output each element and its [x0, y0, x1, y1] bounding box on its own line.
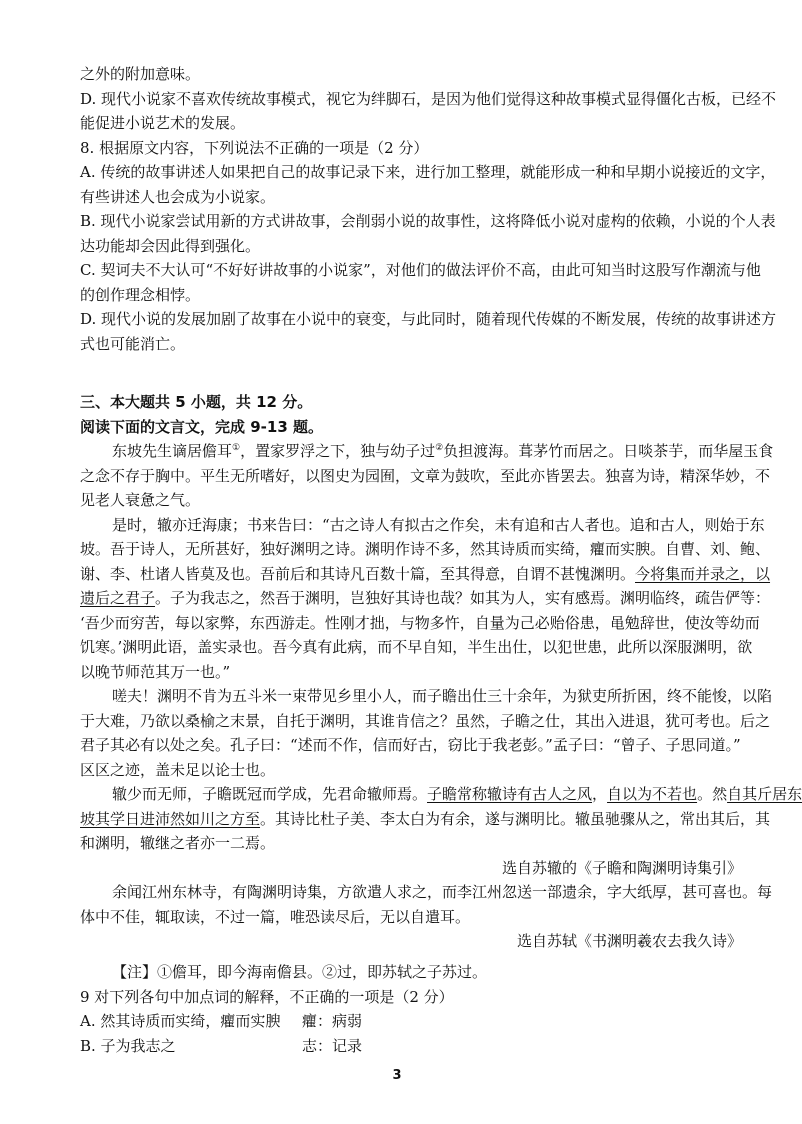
text-line: 能促进小说艺术的发展。: [80, 114, 246, 132]
passage-line: 遗后之君子。子为我志之，然吾于渊明，岂独好其诗也哉？如其为人，实有感焉。渊明临终，疏告俨等：: [80, 589, 771, 607]
question-8-stem: 8. 根据原文内容，下列说法不正确的一项是（2 分）: [80, 138, 429, 157]
passage-line: 和渊明，辙继之者亦一二焉。: [80, 834, 276, 852]
text-line: 之外的附加意味。: [80, 65, 201, 83]
question-9-section: [80, 960, 748, 1058]
option-a-row: A. 然其诗质而实绮，癯而实腴 癯：病弱: [80, 1012, 363, 1030]
passage-line: ‘吾少而穷苦，每以家弊，东西游走。性刚才拙，与物多忤，自量为己必贻俗患，黾勉辞世，使汝等幼而: [80, 613, 760, 632]
underlined-sentence: 自其斤居东: [727, 785, 802, 803]
text-line: 的创作理念相悖。: [80, 285, 201, 304]
reading-questions-section: [80, 62, 777, 356]
option-b-row: B. 子为我志之 志：记录: [80, 1036, 363, 1055]
passage-line: 君子其必有以处之矣。孔子曰：“述而不作，信而好古，窃比于我老彭。”孟子曰：“曾子、子思同道。”: [80, 736, 741, 754]
source-citation: 选自苏辙的《子瞻和陶渊明诗集引》: [501, 858, 742, 877]
passage-line: 于大难，乃欲以桑榆之末景，自托于渊明，其谁肯信之？虽然，子瞻之仕，其出入进退，犹可考也。后之: [80, 711, 771, 730]
option-b-line: B. 现代小说家尝试用新的方式讲故事，会削弱小说的故事性，这将降低小说对虚构的依赖，小说的个人表: [80, 212, 776, 230]
section-3-heading: 三、本大题共 5 小题，共 12 分。: [80, 393, 313, 411]
passage-line: 辙少而无师，子瞻既冠而学成，先君命辙师焉。子瞻常称辙诗有古人之风，自以为不若也。然自其斤居东: [112, 785, 802, 803]
note-marker-1: ①: [232, 443, 241, 453]
passage-line: 坡。吾于诗人，无所甚好，独好渊明之诗。渊明作诗不多，然其诗质而实绮，癯而实腴。自曹、刘、鲍、: [80, 540, 771, 558]
text-line: 有些讲述人也会成为小说家。: [80, 187, 276, 206]
passage-line: 嗟夫！渊明不肯为五斗米一束带见乡里小人，而子瞻出仕三十余年，为狱吏所折困，终不能悛，以陷: [112, 687, 773, 705]
question-9-stem: 9 对下列各句中加点词的解释，不正确的一项是（2 分）: [80, 987, 454, 1006]
underlined-sentence: 子瞻常称辙诗有古人之风: [427, 785, 593, 803]
passage-line: 是时，辙亦迁海康；书来告曰：“古之诗人有拟古之作矣，未有追和古人者也。追和古人，则始于东: [112, 515, 765, 534]
passage-line: 饥寒。’渊明此语，盖实录也。吾今真有此病，而不早自知，半生出仕，以犯世患，此所以深服渊明，欲: [80, 638, 753, 656]
option-c-line: C. 契诃夫不大认可“不好好讲故事的小说家”，对他们的做法评价不高，由此可知当时这股写作潮流与他: [80, 261, 761, 279]
text-line: 式也可能消亡。: [80, 334, 186, 353]
source-citation: 选自苏轼《书渊明羲农去我久诗》: [516, 932, 742, 950]
passage-line: 之念不存于胸中。平生无所嗜好，以图史为园囿，文章为鼓吹，至此亦皆罢去。独喜为诗，精深华妙，不: [80, 466, 771, 485]
section-3-header: [80, 390, 748, 439]
annotation-notes: 【注】①儋耳，即今海南儋县。②过，即苏轼之子苏过。: [112, 963, 488, 981]
passage-line: 余闻江州东林寺，有陶渊明诗集，方欲遣人求之，而李江州忽送一部遗余，字大纸厚，甚可喜也。每: [112, 883, 773, 901]
text-line: D. 现代小说家不喜欢传统故事模式，视它为绊脚石，是因为他们觉得这种故事模式显得僵化古板，已经不: [80, 89, 777, 108]
note-marker-2: ②: [435, 443, 444, 453]
underlined-sentence: 今将集而并录之，以: [635, 564, 771, 583]
classical-passage: [80, 439, 802, 954]
text-line: 达功能却会因此得到强化。: [80, 236, 261, 255]
passage-line: 区区之迹，盖未足以论士也。: [80, 760, 276, 779]
underlined-sentence: 自以为不若也: [607, 785, 698, 803]
passage-line: 以晚节师范其万一也。”: [80, 662, 231, 681]
page-number: 3: [392, 1068, 402, 1083]
passage-line: 体中不佳，辄取读，不过一篇，唯恐读尽后，无以自遣耳。: [80, 907, 471, 926]
option-d-line: D. 现代小说的发展加剧了故事在小说中的衰变，与此同时，随着现代传媒的不断发展，传统的故事讲述方: [80, 310, 777, 328]
underlined-sentence: 遗后之君子: [80, 589, 156, 607]
passage-line: 见老人衰惫之气。: [80, 491, 201, 509]
section-3-instruction: 阅读下面的文言文，完成 9-13 题。: [80, 417, 323, 436]
option-a-line: A. 传统的故事讲述人如果把自己的故事记录下来，进行加工整理，就能形成一种和早期小说接近的文字，: [80, 163, 776, 181]
underlined-sentence: 坡其学日进沛然如川之方至: [80, 809, 261, 828]
passage-line: 坡其学日进沛然如川之方至。其诗比杜子美、李太白为有余，遂与渊明比。辙虽驰骤从之，常出其后，其: [80, 809, 771, 828]
passage-line: 东坡先生谪居儋耳①，置家罗浮之下，独与幼子过②负担渡海。葺茅竹而居之。日啖茶芋，而华屋玉食: [112, 442, 774, 460]
passage-line: 谢、李、杜诸人皆莫及也。吾前后和其诗凡百数十篇，至其得意，自谓不甚愧渊明。今将集而并录之，以: [80, 564, 771, 583]
